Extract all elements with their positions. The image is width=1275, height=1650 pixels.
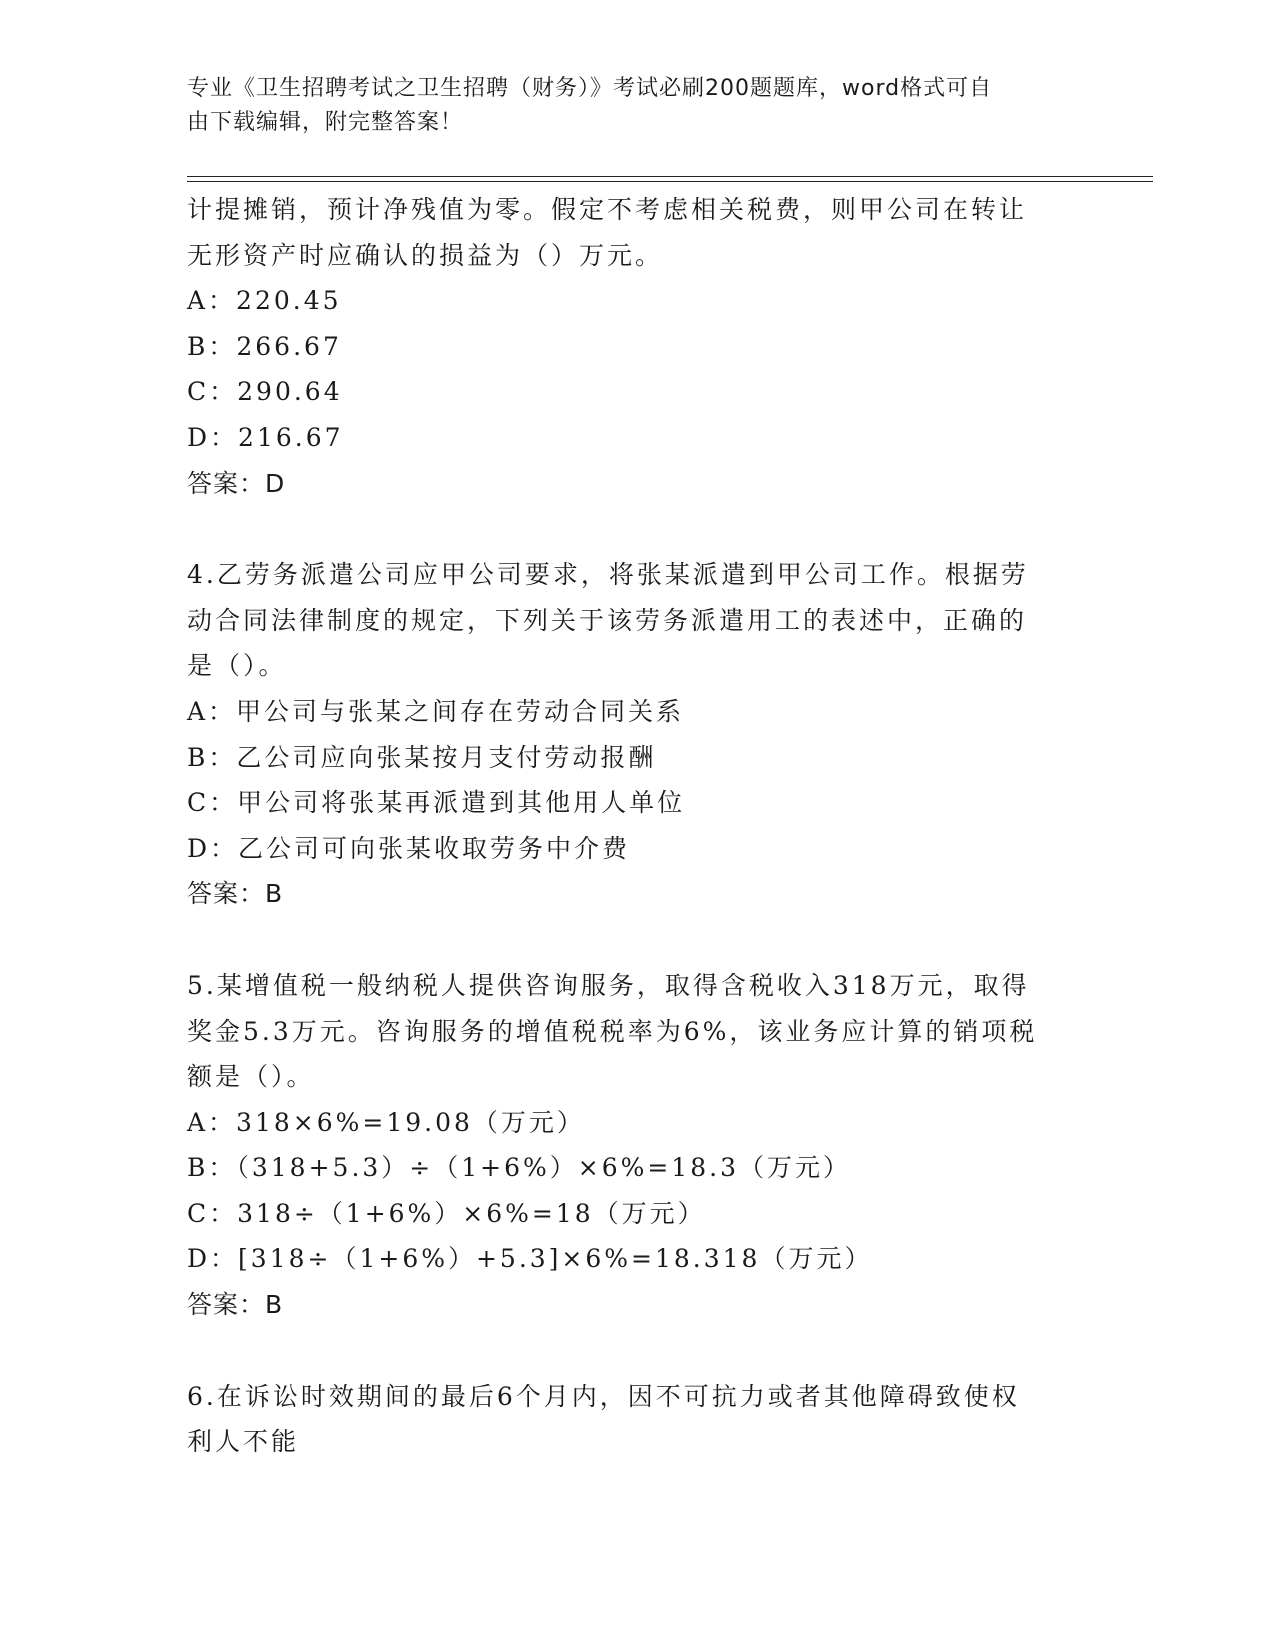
question-stem-line: 4.乙劳务派遣公司应甲公司要求，将张某派遣到甲公司工作。根据劳 — [187, 560, 1029, 590]
option-d: D：[318÷（1+6%）+5.3]×6%=18.318（万元） — [187, 1244, 873, 1274]
question-stem-line: 奖金5.3万元。咨询服务的增值税税率为6%，该业务应计算的销项税 — [187, 1016, 1038, 1046]
question-5 — [187, 963, 1067, 1328]
question-stem-line: 6.在诉讼时效期间的最后6个月内，因不可抗力或者其他障碍致使权 — [187, 1381, 1020, 1411]
option-a: A：220.45 — [187, 286, 342, 316]
question-stem-line: 是（）。 — [187, 651, 287, 681]
header-line-1: 专业《卫生招聘考试之卫生招聘（财务）》考试必刷200题题库，word格式可自 — [187, 76, 993, 101]
question-stem-line: 动合同法律制度的规定，下列关于该劳务派遣用工的表述中，正确的 — [187, 605, 1028, 635]
question-6 — [187, 1374, 1067, 1465]
option-c: C：290.64 — [187, 377, 343, 407]
header-divider-bottom — [187, 181, 1153, 182]
option-c: C：甲公司将张某再派遣到其他用人单位 — [187, 788, 686, 818]
option-a: A：甲公司与张某之间存在劳动合同关系 — [187, 696, 685, 726]
question-stem-line: 计提摊销，预计净残值为零。假定不考虑相关税费，则甲公司在转让 — [187, 195, 1028, 224]
question-stem-line: 利人不能 — [187, 1427, 300, 1457]
document-header — [187, 72, 1067, 140]
answer-line: 答案：D — [187, 468, 286, 498]
option-b: B：266.67 — [187, 331, 342, 361]
question-stem-line: 5.某增值税一般纳税人提供咨询服务，取得含税收入318万元，取得 — [187, 970, 1030, 1000]
question-stem-line: 额是（）。 — [187, 1062, 315, 1092]
spacer — [187, 506, 1067, 552]
header-divider-top — [187, 176, 1153, 177]
option-c: C：318÷（1+6%）×6%=18（万元） — [187, 1198, 706, 1228]
option-b: B：乙公司应向张某按月支付劳动报酬 — [187, 742, 657, 772]
option-d: D：乙公司可向张某收取劳务中介费 — [187, 833, 631, 863]
spacer — [187, 1328, 1067, 1374]
question-3 — [187, 187, 1067, 506]
header-line-2: 由下载编辑，附完整答案！ — [187, 110, 464, 135]
option-d: D：216.67 — [187, 422, 344, 452]
answer-line: 答案：B — [187, 1290, 284, 1320]
spacer — [187, 917, 1067, 963]
question-stem-line: 无形资产时应确认的损益为（）万元。 — [187, 240, 664, 270]
answer-line: 答案：B — [187, 879, 284, 909]
question-content — [187, 187, 1067, 1465]
option-a: A：318×6%=19.08（万元） — [187, 1107, 585, 1137]
question-4 — [187, 552, 1067, 917]
option-b: B：（318+5.3）÷（1+6%）×6%=18.3（万元） — [187, 1153, 851, 1183]
